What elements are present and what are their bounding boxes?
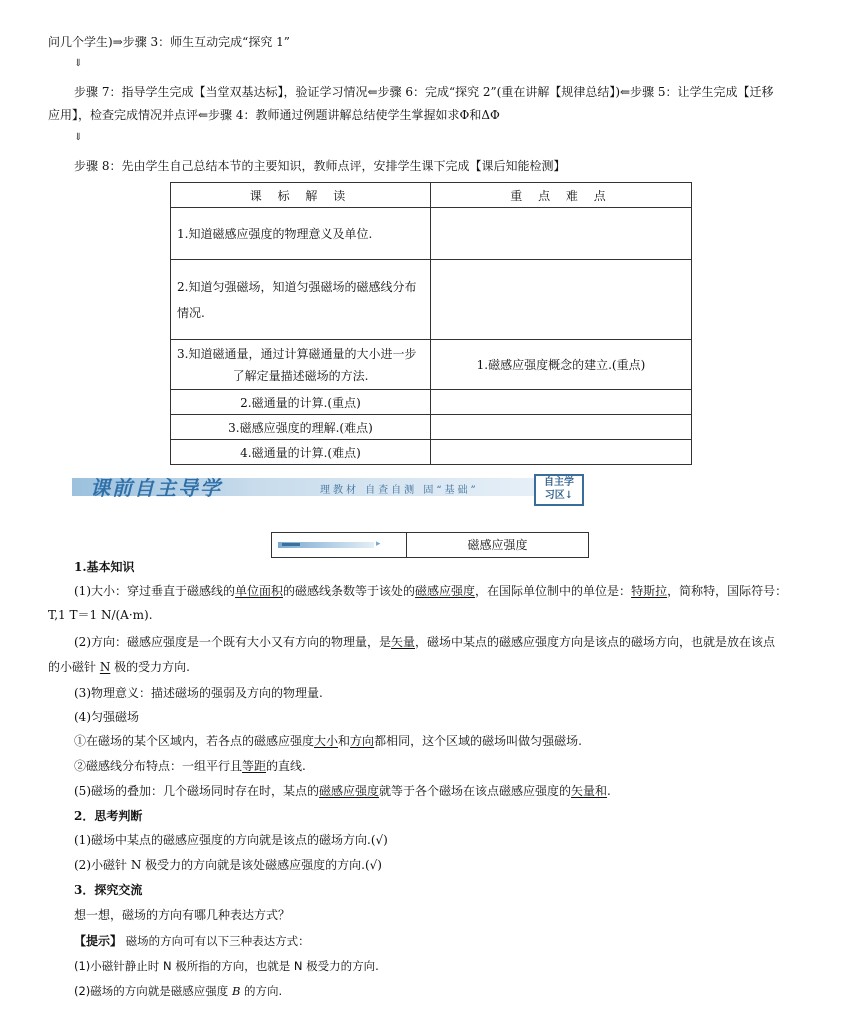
decoration-stripe — [282, 543, 300, 546]
banner-tag — [534, 474, 584, 506]
heading-exploration: 3．探究交流 — [74, 883, 143, 897]
text: 的磁感线条数等于该处的 — [283, 584, 416, 598]
text: (5)磁场的叠加：几个磁场同时存在时，某点的 — [74, 784, 319, 798]
answer-blank: 大小 — [314, 734, 339, 748]
text: ②磁感线分布特点：一组平行且 — [74, 759, 243, 773]
header-key-points: 重 点 难 点 — [431, 183, 692, 208]
banner-tag-line: 习区↓ — [544, 490, 574, 501]
answer-blank: N — [99, 660, 111, 674]
paragraph-unit-line: T,1 T＝1 N/(A·m). — [48, 608, 153, 622]
table-cell: 2.磁通量的计算.(重点) — [171, 390, 431, 415]
text: . — [607, 784, 611, 798]
section-title-box — [271, 532, 589, 558]
section-decoration — [272, 533, 407, 557]
text: 极的受力方向. — [110, 660, 190, 674]
table-cell: 3.磁感应强度的理解.(难点) — [171, 415, 431, 440]
table-cell: 4.磁通量的计算.(难点) — [171, 440, 431, 465]
cell-text-line: 2.知道匀强磁场，知道匀强磁场的磁感线分布 — [177, 279, 417, 294]
heading-basic-knowledge: 1.基本知识 — [74, 560, 135, 574]
text: 的直线. — [266, 759, 306, 773]
answer-blank: 等距 — [242, 759, 267, 773]
flow-line-2: 步骤 7：指导学生完成【当堂双基达标】，验证学习情况⇐步骤 6：完成“探究 2”(重在讲解【规律总结】)⇐步骤 5：让学生完成【迁移 — [74, 85, 774, 99]
text: ，简称特，国际符号： — [667, 584, 788, 598]
answer-blank: 矢量 — [391, 635, 416, 649]
cell-text-line: 情况. — [177, 305, 205, 320]
table-cell: 1.磁感应强度概念的建立.(重点) — [431, 340, 692, 390]
table-row — [171, 415, 692, 440]
hint-line — [74, 932, 310, 950]
cell-text-line: 3.知道磁通量，通过计算磁通量的大小进一步 — [177, 346, 417, 361]
flow-line-3: 应用】，检查完成情况并点评⇐步骤 4：教师通过例题讲解总结使学生掌握如求Φ和ΔΦ — [48, 108, 500, 122]
answer-blank: 矢量和 — [571, 784, 608, 798]
exploration-question: 想一想，磁场的方向有哪几种表达方式？ — [74, 908, 291, 922]
table-cell-empty — [431, 415, 692, 440]
flow-line-1: 问几个学生)⇒步骤 3：师生互动完成“探究 1” — [48, 35, 290, 49]
text: (2)方向：磁感应强度是一个既有大小又有方向的物理量，是 — [74, 635, 392, 649]
paragraph-superposition — [74, 782, 611, 800]
decoration-arrow-icon: ▸ — [376, 539, 381, 549]
table-header-row — [171, 183, 692, 208]
table-cell-empty — [431, 260, 692, 340]
paragraph-magnitude — [74, 582, 787, 600]
judgement-item-1: (1)磁场中某点的磁感应强度的方向就是该点的磁场方向.(√) — [74, 833, 388, 847]
answer-blank: 磁感应强度 — [415, 584, 476, 598]
table-cell — [171, 260, 431, 340]
heading-judgement: 2．思考判断 — [74, 809, 143, 823]
hint-label: 【提示】 — [74, 934, 123, 948]
text: 的方向. — [240, 984, 283, 998]
section-banner — [72, 472, 586, 502]
table-cell — [171, 340, 431, 390]
paragraph-meaning: (3)物理意义：描述磁场的强弱及方向的物理量. — [74, 686, 323, 700]
table-cell-empty — [431, 440, 692, 465]
table-row — [171, 260, 692, 340]
answer-item-1: (1)小磁针静止时 N 极所指的方向，也就是 N 极受力的方向. — [74, 959, 379, 973]
hint-text: 磁场的方向可有以下三种表达方式： — [122, 934, 310, 948]
text: 和 — [338, 734, 351, 748]
answer-blank: 磁感应强度 — [319, 784, 380, 798]
banner-subtitle: 理教材 自查自测 固“基础” — [320, 485, 479, 496]
table-cell-empty — [431, 390, 692, 415]
answer-item-2 — [74, 982, 282, 1000]
text: 都相同，这个区域的磁场叫做匀强磁场. — [374, 734, 582, 748]
paragraph-direction — [74, 633, 775, 651]
flow-line-4: 步骤 8：先由学生自己总结本节的主要知识，教师点评，安排学生课下完成【课后知能检测】 — [74, 159, 566, 173]
header-curriculum: 课 标 解 读 — [171, 183, 431, 208]
goals-table — [170, 182, 692, 465]
table-cell: 1.知道磁感应强度的物理意义及单位. — [171, 208, 431, 260]
table-row — [171, 340, 692, 390]
section-title: 磁感应强度 — [467, 538, 528, 552]
table-row — [171, 208, 692, 260]
paragraph-uniform-field: (4)匀强磁场 — [74, 710, 139, 724]
table-row — [171, 390, 692, 415]
text: (2)磁场的方向就是磁感应强度 — [74, 984, 232, 998]
banner-title: 课前自主导学 — [90, 476, 222, 500]
flow-down-arrow-1: ⇓ — [74, 58, 83, 69]
flow-down-arrow-2: ⇓ — [74, 132, 83, 143]
table-row — [171, 440, 692, 465]
answer-blank: 方向 — [350, 734, 375, 748]
text: ，磁场中某点的磁感应强度方向是该点的磁场方向，也就是放在该点 — [415, 635, 776, 649]
text: 就等于各个磁场在该点磁感应强度的 — [379, 784, 572, 798]
table-cell-empty — [431, 208, 692, 260]
judgement-item-2: (2)小磁针 N 极受力的方向就是该处磁感应强度的方向.(√) — [74, 858, 382, 872]
paragraph-uniform-def — [74, 732, 582, 750]
text: 的小磁针 — [48, 660, 100, 674]
symbol-b: B — [231, 984, 241, 998]
cell-text-line: 了解定量描述磁场的方法. — [232, 368, 369, 383]
answer-blank: 单位面积 — [235, 584, 284, 598]
paragraph-direction-cont — [48, 658, 190, 676]
answer-blank: 特斯拉 — [631, 584, 668, 598]
text: ，在国际单位制中的单位是： — [475, 584, 632, 598]
paragraph-field-lines — [74, 757, 306, 775]
banner-tag-line: 自主学 — [544, 477, 574, 488]
text: (1)大小：穿过垂直于磁感线的 — [74, 584, 235, 598]
text: ①在磁场的某个区域内，若各点的磁感应强度 — [74, 734, 315, 748]
